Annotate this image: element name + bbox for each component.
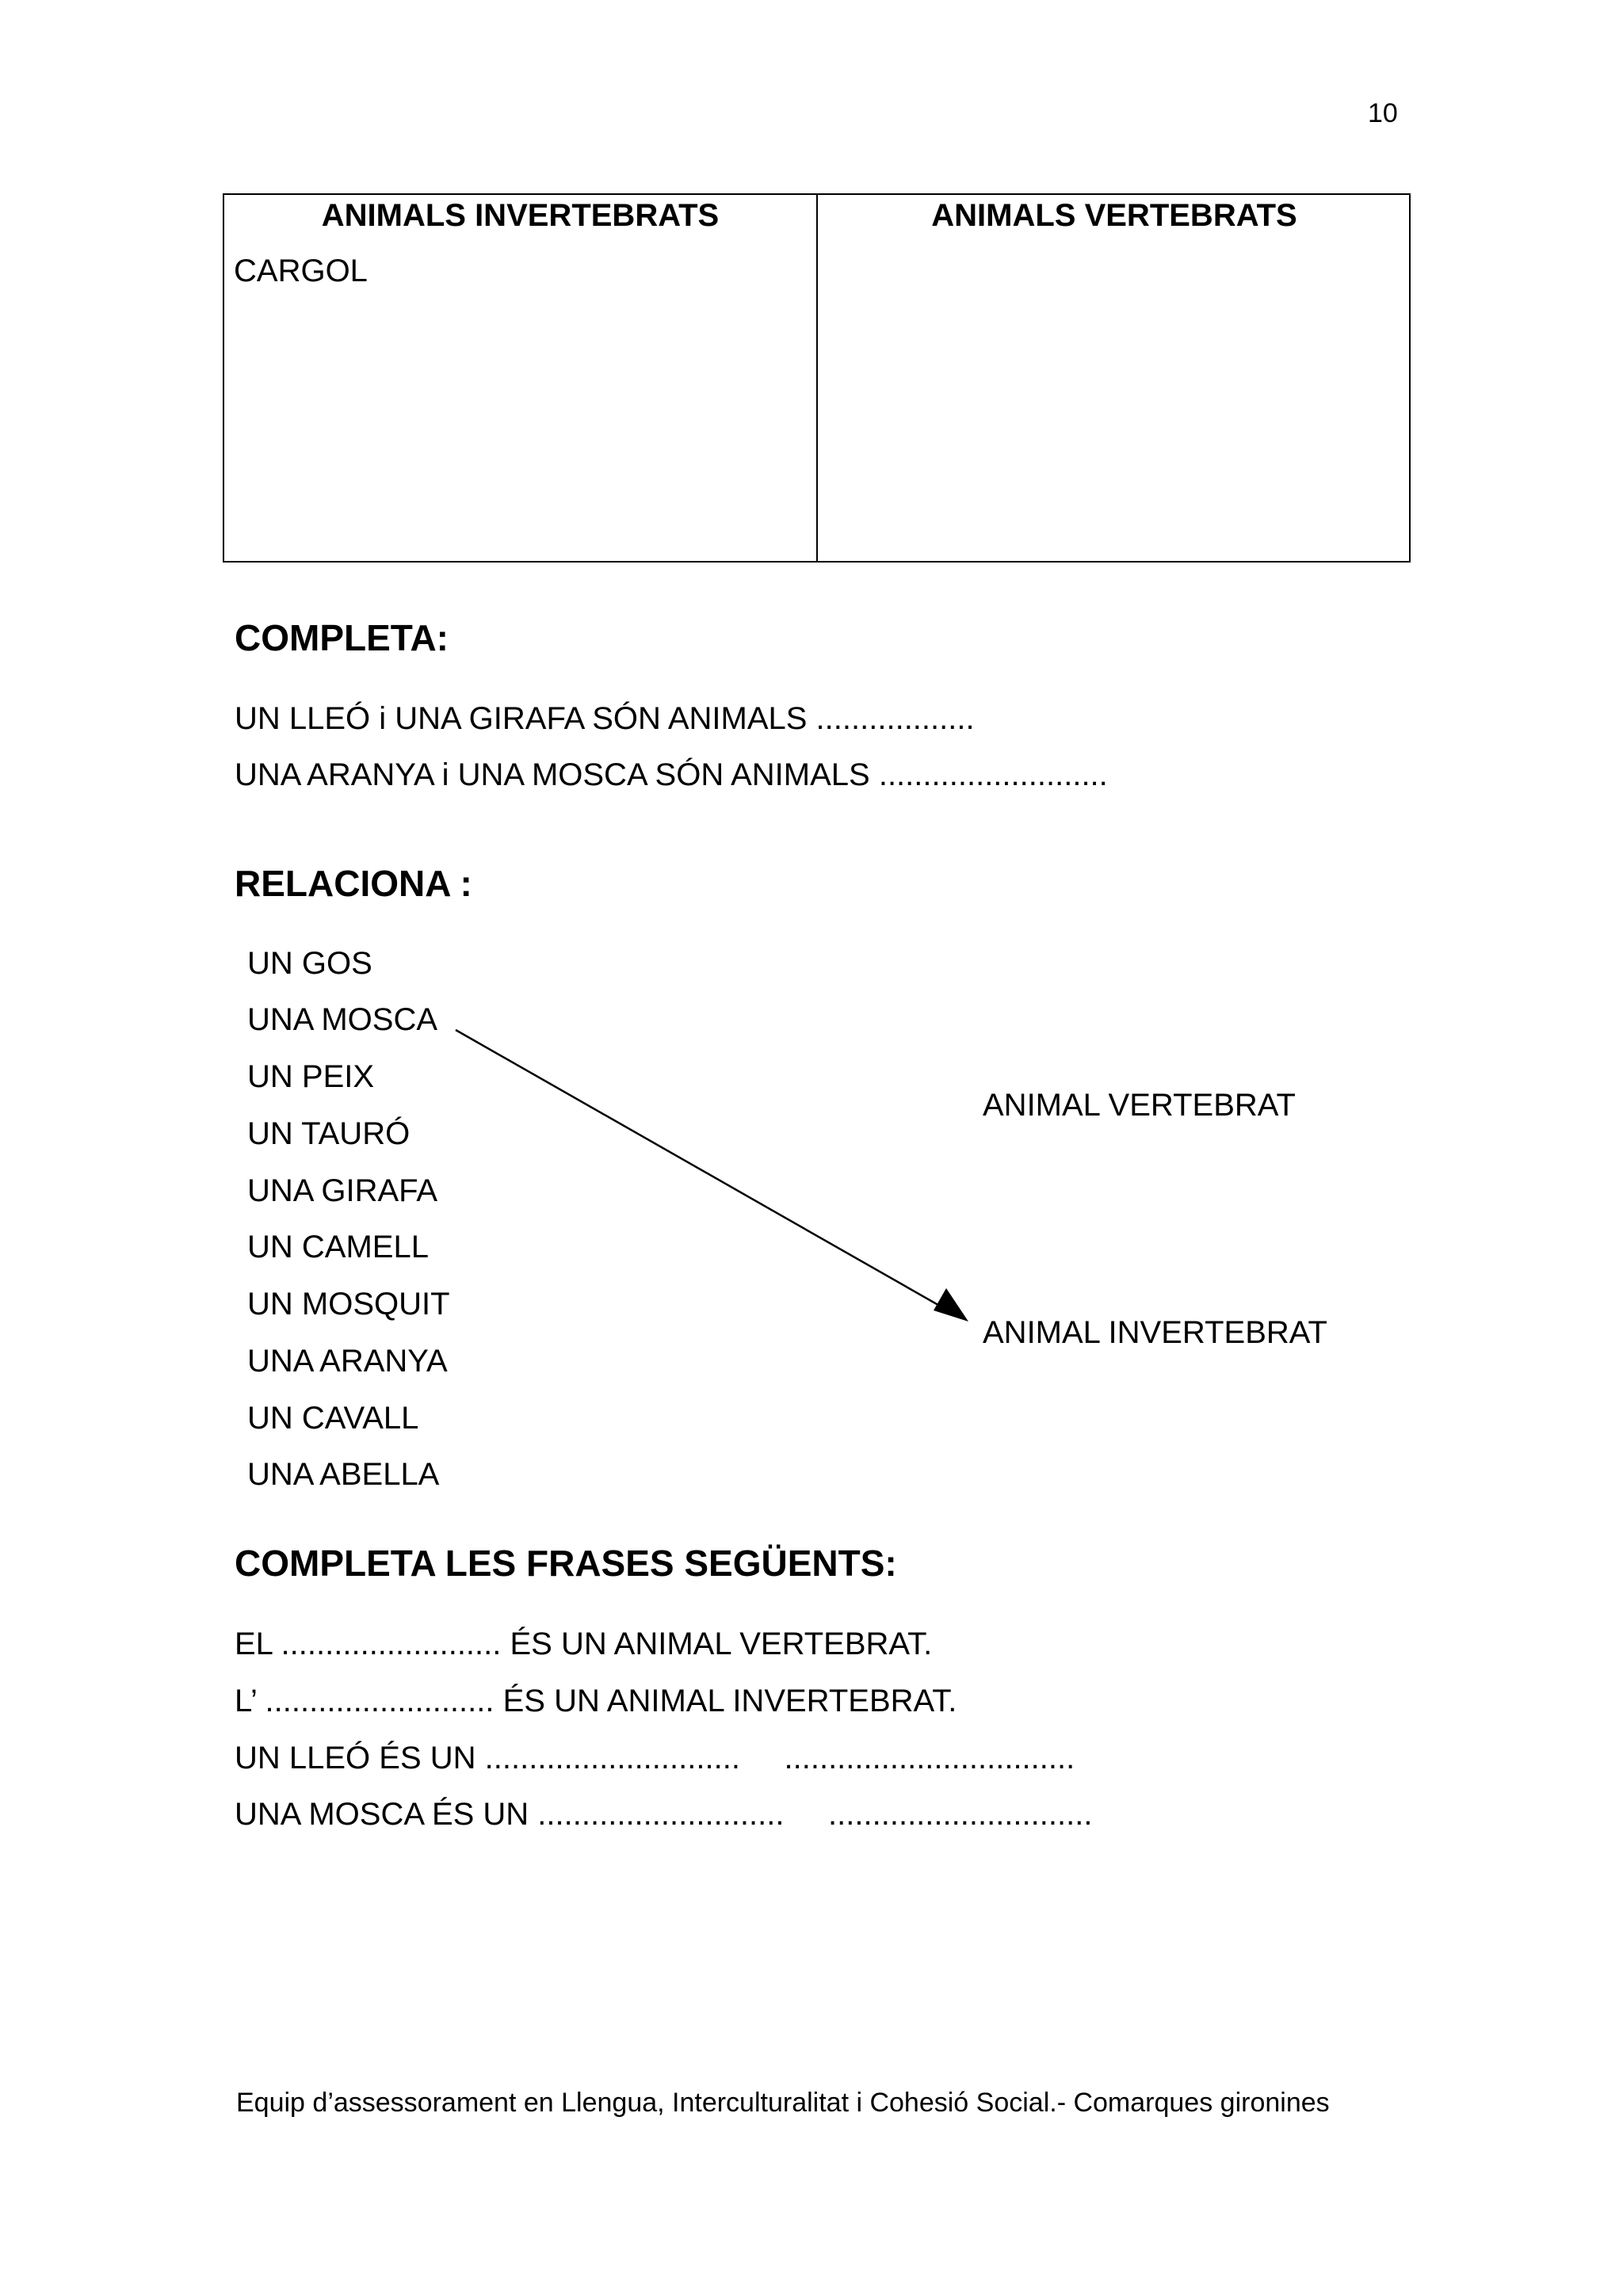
- completa-heading: COMPLETA:: [235, 617, 449, 658]
- completa-line-1: UN LLEÓ i UNA GIRAFA SÓN ANIMALS ..................: [235, 701, 975, 736]
- category-vertebrat: ANIMAL VERTEBRAT: [983, 1088, 1296, 1123]
- frases-heading: COMPLETA LES FRASES SEGÜENTS:: [235, 1543, 897, 1584]
- completa-line-2: UNA ARANYA i UNA MOSCA SÓN ANIMALS ..........................: [235, 757, 1108, 792]
- animals-table: [223, 193, 1411, 563]
- animal-item: UNA MOSCA: [247, 1002, 438, 1037]
- animal-item: UNA ABELLA: [247, 1457, 440, 1492]
- animal-item: UN CAMELL: [247, 1230, 429, 1264]
- page-number: 10: [1368, 98, 1398, 128]
- table-header-vertebrats: ANIMALS VERTEBRATS: [931, 198, 1297, 233]
- frase-line-1: EL ......................... ÉS UN ANIMAL VERTEBRAT.: [235, 1627, 933, 1661]
- frase-line-3: UN LLEÓ ÉS UN ............................. .................................: [235, 1741, 1075, 1775]
- table-divider: [816, 195, 818, 561]
- animal-item: UNA GIRAFA: [247, 1173, 438, 1208]
- table-cell-invertebrat-item: CARGOL: [234, 254, 368, 288]
- animal-item: UN PEIX: [247, 1059, 375, 1094]
- table-header-invertebrats: ANIMALS INVERTEBRATS: [321, 198, 720, 233]
- animal-item: UN MOSQUIT: [247, 1287, 450, 1322]
- relaciona-heading: RELACIONA :: [235, 863, 472, 904]
- frase-line-2: L’ .......................... ÉS UN ANIMAL INVERTEBRAT.: [235, 1684, 957, 1718]
- animal-item: UN GOS: [247, 946, 372, 981]
- arrowhead: [934, 1288, 968, 1322]
- animal-item: UNA ARANYA: [247, 1344, 448, 1379]
- category-invertebrat: ANIMAL INVERTEBRAT: [983, 1315, 1327, 1350]
- footer: Equip d’assessorament en Llengua, Interculturalitat i Cohesió Social.- Comarques gironines: [236, 2088, 1330, 2118]
- frase-line-4: UNA MOSCA ÉS UN ............................ ..............................: [235, 1797, 1093, 1832]
- animal-item: UN TAURÓ: [247, 1116, 411, 1151]
- arrow-line: [456, 1030, 948, 1310]
- animal-item: UN CAVALL: [247, 1401, 419, 1436]
